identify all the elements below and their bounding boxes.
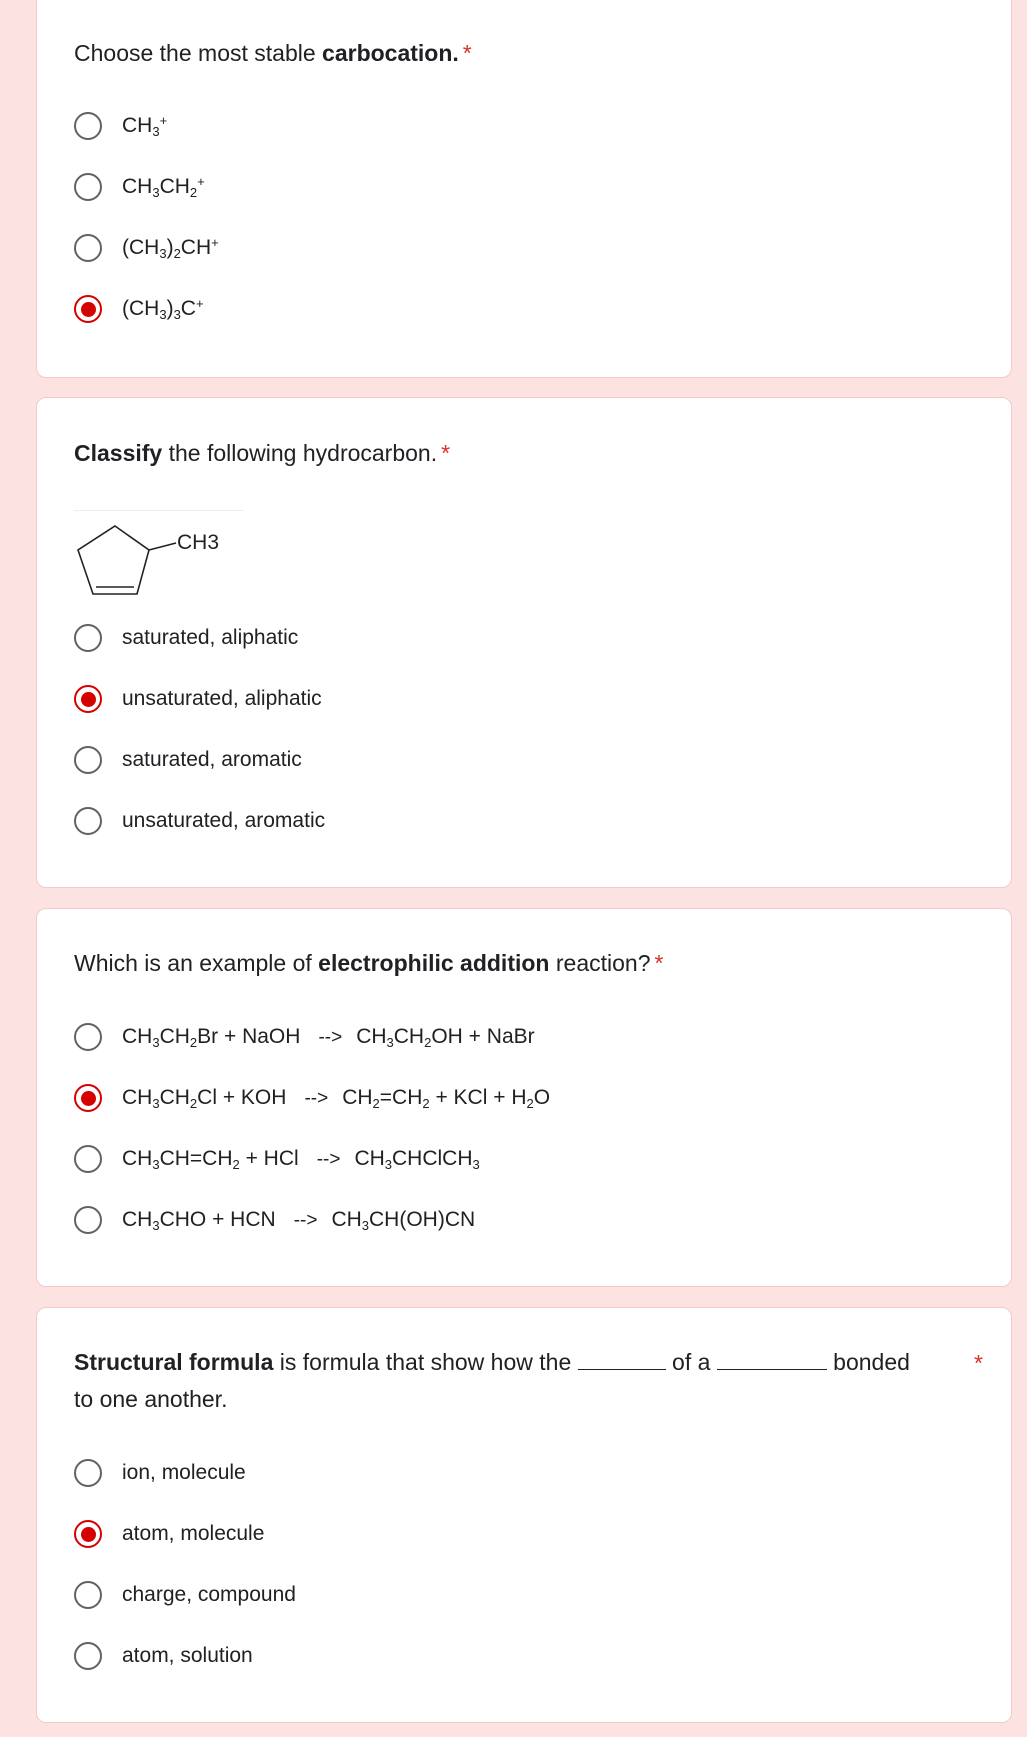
question-title: Structural formula is formula that show how the of a bonded to one another.: [74, 1349, 910, 1412]
radio-button[interactable]: [74, 234, 102, 262]
radio-button-selected[interactable]: [74, 1084, 102, 1112]
option-reaction-4[interactable]: [74, 1200, 475, 1240]
required-asterisk: *: [974, 1350, 983, 1376]
radio-button[interactable]: [74, 624, 102, 652]
question-title: Which is an example of electrophilic addition reaction? *: [74, 950, 664, 976]
question-card-1: [36, 0, 1012, 378]
question-title: Classify the following hydrocarbon. *: [74, 440, 451, 466]
option-label: unsaturated, aliphatic: [122, 687, 322, 710]
option-label: $CH_3CHO$ + HCN --> $CH_3CH(OH)CN$: [122, 1208, 476, 1233]
option-ch3-2-ch-plus[interactable]: [74, 228, 219, 268]
option-label: atom, solution: [122, 1644, 253, 1667]
option-label: ion, molecule: [122, 1461, 246, 1484]
option-reaction-1[interactable]: [74, 1017, 535, 1057]
option-unsaturated-aromatic[interactable]: [74, 801, 325, 841]
option-label: $(CH_3)_2CH^+$: [122, 235, 219, 261]
option-atom-solution[interactable]: [74, 1636, 253, 1676]
option-label: charge, compound: [122, 1583, 296, 1606]
option-saturated-aromatic[interactable]: [74, 740, 302, 780]
radio-button[interactable]: [74, 1145, 102, 1173]
radio-button[interactable]: [74, 173, 102, 201]
option-atom-molecule[interactable]: [74, 1514, 264, 1554]
option-ch3-3-c-plus[interactable]: [74, 289, 204, 329]
question-title: Choose the most stable carbocation. *: [74, 40, 472, 66]
question-card-2: [36, 397, 1012, 888]
option-reaction-3[interactable]: [74, 1139, 480, 1179]
option-charge-compound[interactable]: [74, 1575, 296, 1615]
option-label: $CH_3CH_2^+$: [122, 174, 205, 200]
ch3-label: CH3: [177, 531, 220, 554]
required-asterisk: *: [441, 440, 451, 466]
option-label: $CH_3CH=CH_2$ + HCl --> $CH_3CHClCH_3$: [122, 1147, 480, 1172]
radio-button[interactable]: [74, 1459, 102, 1487]
radio-button[interactable]: [74, 1206, 102, 1234]
option-ion-molecule[interactable]: [74, 1453, 246, 1493]
option-label: saturated, aromatic: [122, 748, 302, 771]
radio-button[interactable]: [74, 807, 102, 835]
option-reaction-2[interactable]: [74, 1078, 550, 1118]
option-label: $CH_3^+$: [122, 113, 168, 139]
option-label: $(CH_3)_3C^+$: [122, 296, 204, 322]
blank-1: [578, 1368, 666, 1370]
option-label: atom, molecule: [122, 1522, 265, 1545]
option-label: unsaturated, aromatic: [122, 809, 326, 832]
radio-button[interactable]: [74, 1023, 102, 1051]
radio-button[interactable]: [74, 1581, 102, 1609]
radio-button-selected[interactable]: [74, 1520, 102, 1548]
option-ch3ch2-plus[interactable]: [74, 167, 205, 207]
radio-button-selected[interactable]: [74, 685, 102, 713]
option-ch3-plus[interactable]: [74, 106, 167, 146]
required-asterisk: *: [462, 40, 472, 66]
option-label: $CH_3CH_2Cl$ + KOH --> $CH_2=CH_2$ + KCl + $H_2O$: [122, 1086, 551, 1111]
required-asterisk: *: [654, 950, 664, 976]
blank-2: [717, 1368, 827, 1370]
question-card-4: [36, 1307, 1012, 1723]
radio-button[interactable]: [74, 112, 102, 140]
option-label: $CH_3CH_2Br$ + NaOH --> $CH_3CH_2OH$ + NaBr: [122, 1025, 535, 1050]
radio-button-selected[interactable]: [74, 295, 102, 323]
radio-button[interactable]: [74, 1642, 102, 1670]
option-unsaturated-aliphatic[interactable]: [74, 679, 322, 719]
option-saturated-aliphatic[interactable]: [74, 618, 298, 658]
radio-button[interactable]: [74, 746, 102, 774]
question-card-3: [36, 908, 1012, 1287]
methylcyclopentene-structure-image: [74, 510, 254, 602]
option-label: saturated, aliphatic: [122, 626, 299, 649]
